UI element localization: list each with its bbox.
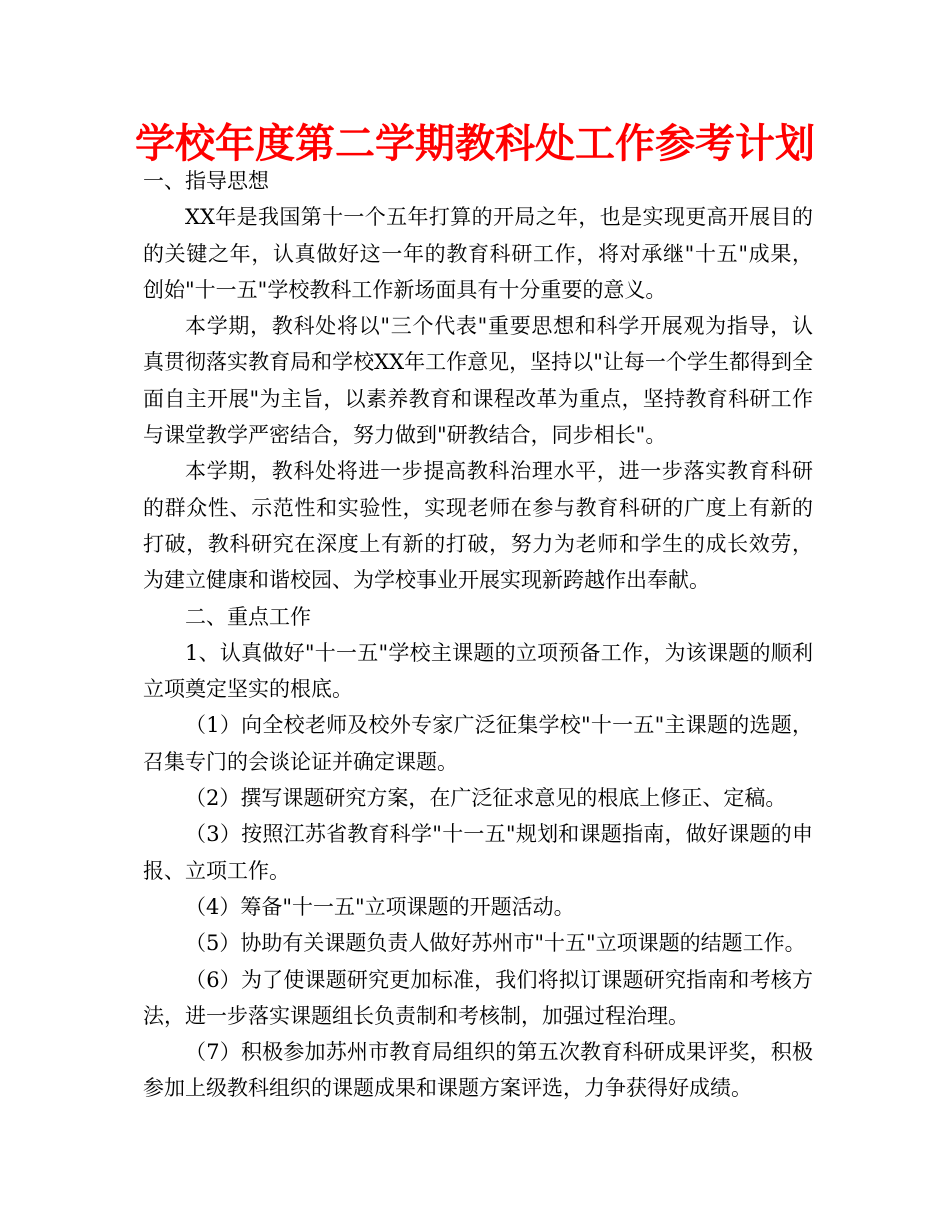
list-item: （1）向全校老师及校外专家广泛征集学校"十一五"主课题的选题，召集专门的会谈论证并确定课题。	[143, 713, 813, 774]
list-item: （6）为了使课题研究更加标准，我们将拟订课题研究指南和考核方法，进一步落实课题组长负责制和考核制，加强过程治理。	[143, 967, 813, 1028]
list-item: （5）协助有关课题负责人做好苏州市"十五"立项课题的结题工作。	[185, 931, 806, 956]
list-item: （3）按照江苏省教育科学"十一五"规划和课题指南，做好课题的申报、立项工作。	[143, 822, 813, 883]
document-body	[143, 163, 813, 1107]
list-item: （4）筹备"十一五"立项课题的开题活动。	[185, 894, 575, 919]
section-heading: 二、重点工作	[185, 604, 311, 629]
section-heading: 一、指导思想	[143, 169, 269, 193]
list-item: （7）积极参加苏州市教育局组织的第五次教育科研成果评奖，积极参加上级教科组织的课题成果和课题方案评选，力争获得好成绩。	[143, 1040, 813, 1101]
document-title: 学校年度第二学期教科处工作参考计划	[135, 121, 815, 167]
paragraph: 本学期，教科处将进一步提高教科治理水平，进一步落实教育科研的群众性、示范性和实验性，实现老师在参与教育科研的广度上有新的打破，教科研究在深度上有新的打破，努力为老师和学生的成长效劳，为建立健康和谐校园、为学校事业开展实现新跨越作出奉献。	[143, 459, 813, 593]
paragraph: XX年是我国第十一个五年打算的开局之年，也是实现更高开展目的的关键之年，认真做好这一年的教育科研工作，将对承继"十五"成果，创始"十一五"学校教科工作新场面具有十分重要的意义。	[143, 205, 813, 302]
paragraph: 1、认真做好"十一五"学校主课题的立项预备工作，为该课题的顺利立项奠定坚实的根底。	[143, 640, 813, 702]
list-item: （2）撰写课题研究方案，在广泛征求意见的根底上修正、定稿。	[185, 786, 787, 811]
paragraph: 本学期，教科处将以"三个代表"重要思想和科学开展观为指导，认真贯彻落实教育局和学校XX年工作意见，坚持以"让每一个学生都得到全面自主开展"为主旨，以素养教育和课程改革为重点，坚持教育科研工作与课堂教学严密结合，努力做到"研教结合，同步相长"。	[143, 314, 813, 448]
